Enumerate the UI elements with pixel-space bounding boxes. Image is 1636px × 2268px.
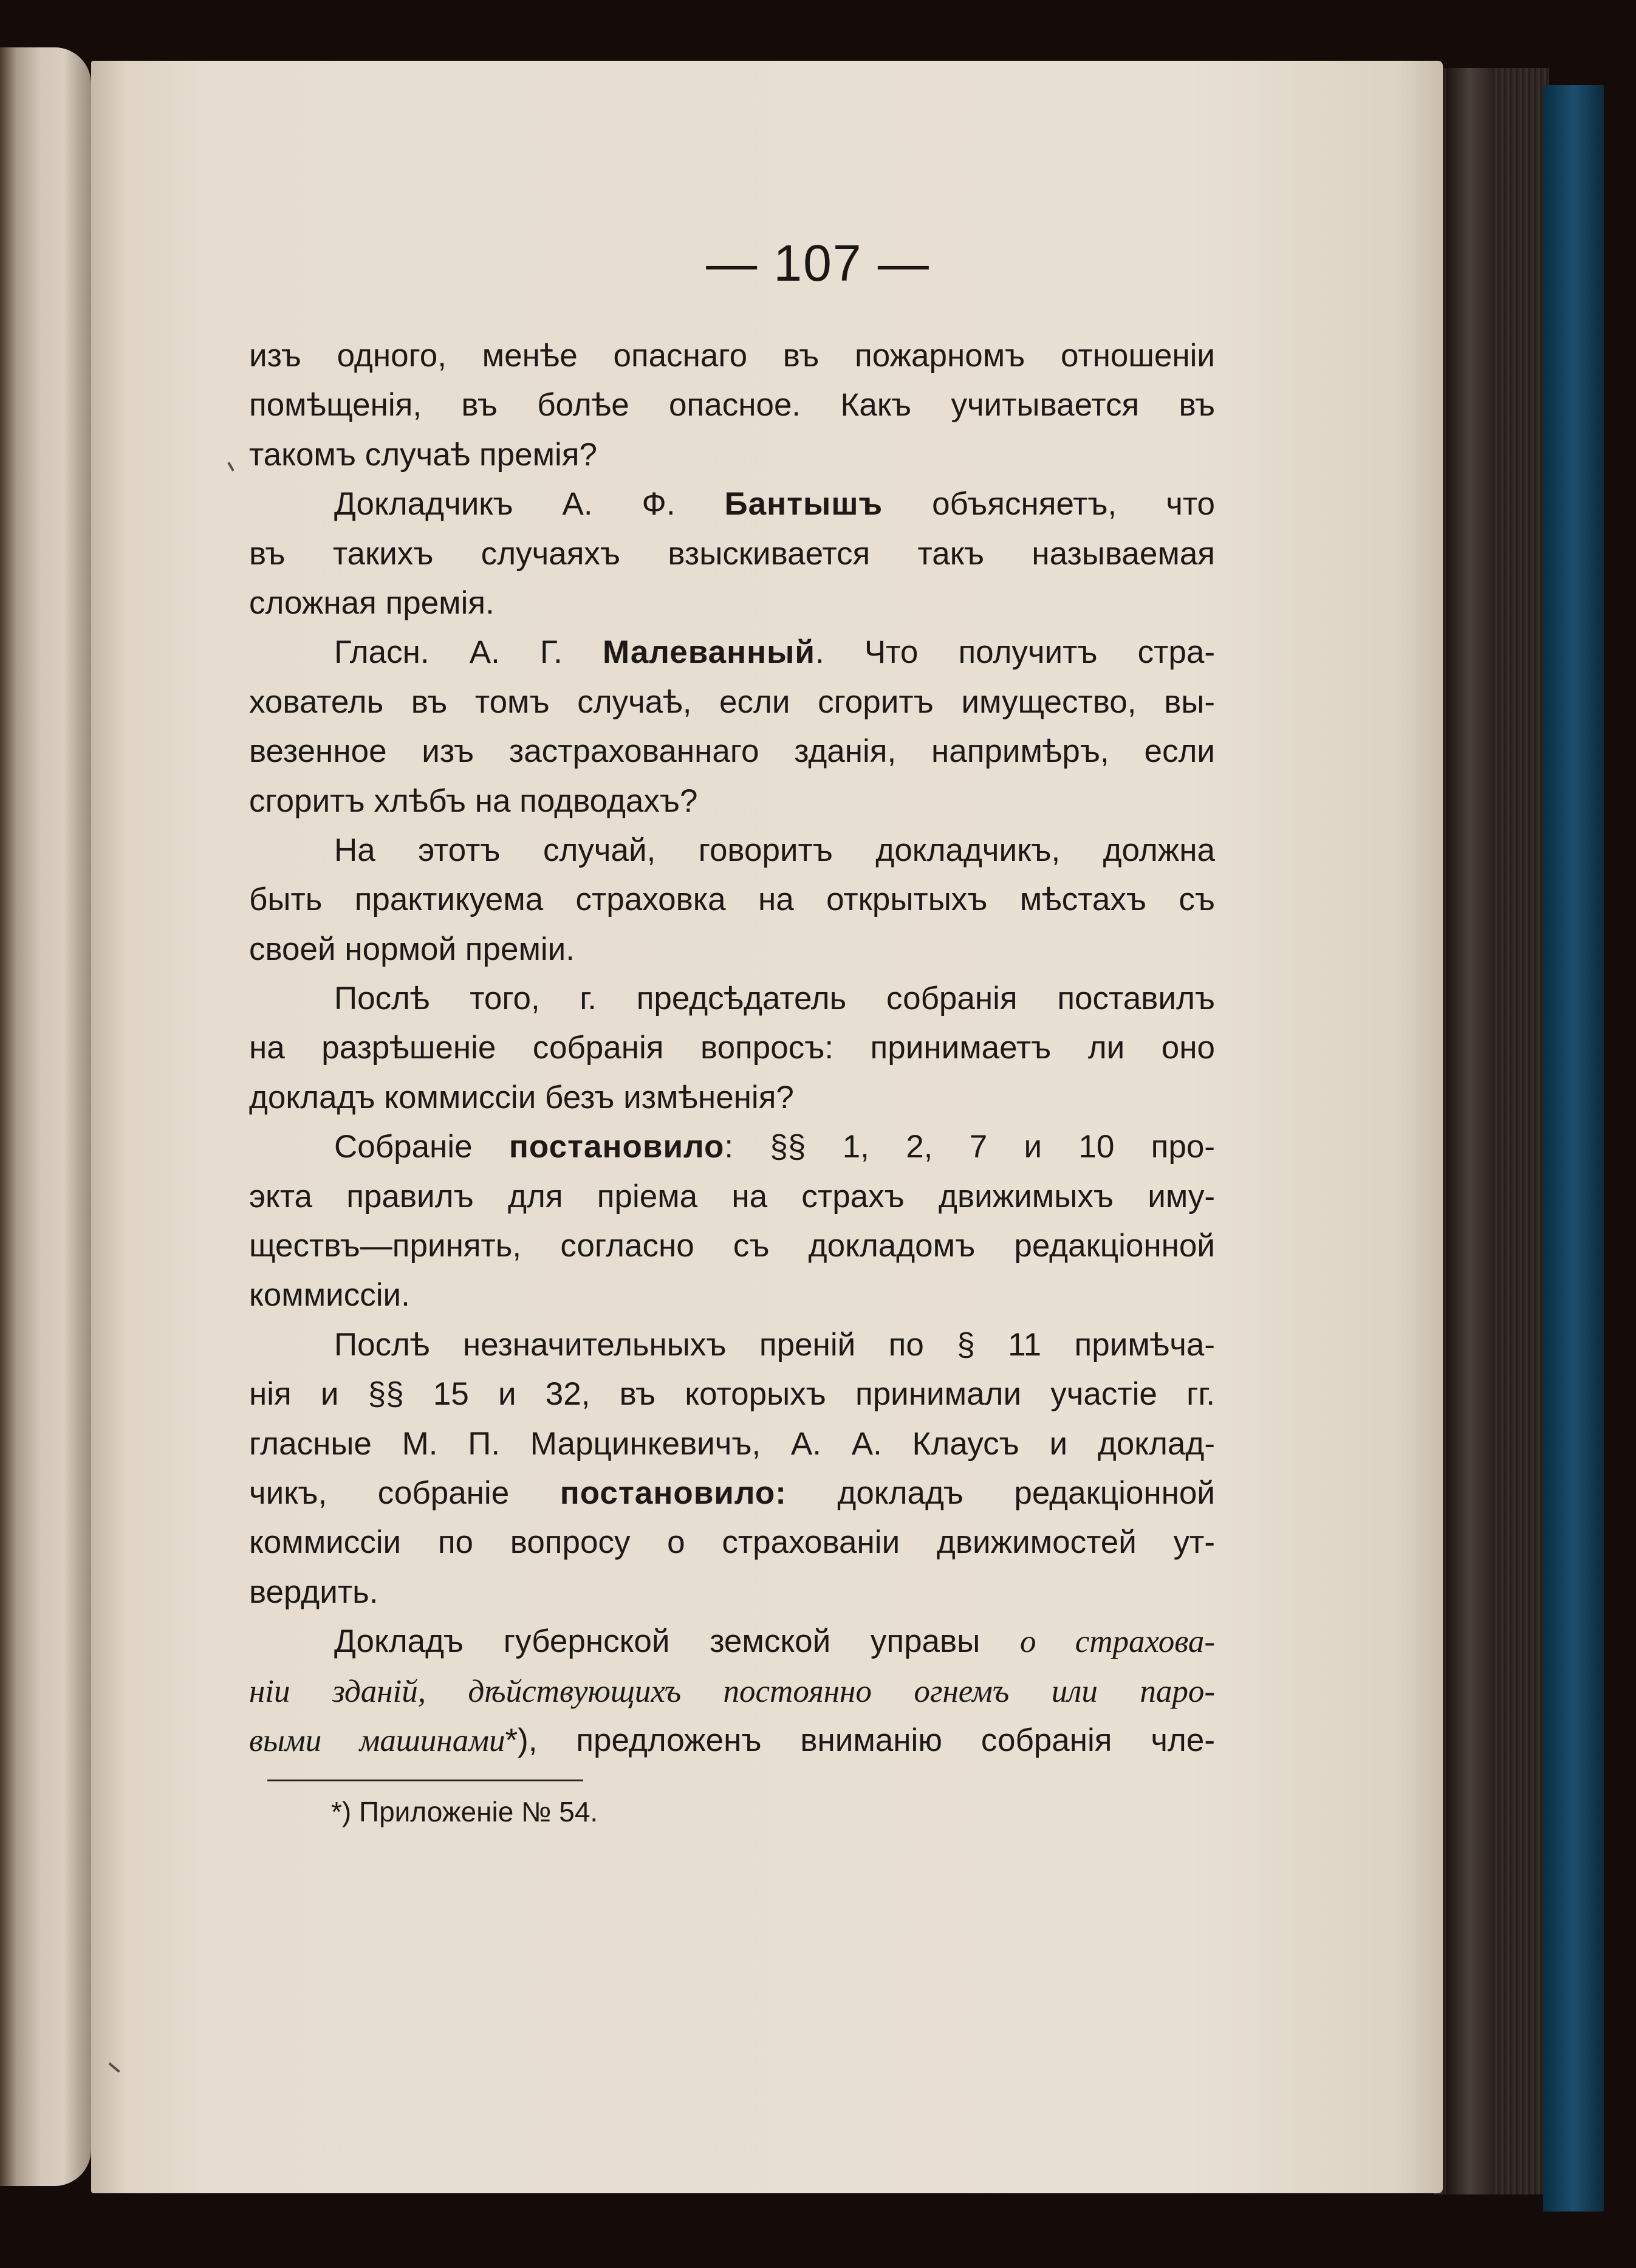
text-line: На этотъ случай, говоритъ докладчикъ, должна	[334, 832, 1215, 868]
text-line: докладъ коммиссіи безъ измѣненія?	[249, 1079, 794, 1115]
text-run: Собраніе	[334, 1129, 509, 1165]
text-line: везенное изъ застрахованнаго зданія, напримѣръ, если	[249, 733, 1215, 770]
paragraph	[249, 1617, 1215, 1765]
text-line: такомъ случаѣ премія?	[249, 436, 597, 473]
text-run: Гласн. А. Г.	[334, 634, 603, 671]
resolution-word: постановило	[508, 1129, 725, 1165]
text-line: въ такихъ случаяхъ взыскивается такъ называемая	[249, 535, 1215, 572]
text-line	[249, 628, 1215, 677]
report-title: выми машинами	[249, 1722, 505, 1758]
paragraph	[249, 826, 1215, 974]
paragraph	[249, 1320, 1215, 1617]
text-run: . Что получитъ стра-	[815, 634, 1215, 671]
text-run: *), предложенъ вниманію собранія чле-	[505, 1722, 1215, 1758]
text-line	[249, 1716, 1215, 1765]
text-run: чикъ, собраніе	[249, 1475, 560, 1511]
text-line: гласные М. П. Марцинкевичъ, А. А. Клаусъ и доклад-	[249, 1425, 1215, 1462]
text-line: коммиссіи.	[249, 1277, 410, 1314]
page-number: — 107 —	[706, 235, 930, 292]
paragraph	[249, 1122, 1215, 1320]
text-line	[249, 1122, 1215, 1171]
text-line	[249, 1468, 1215, 1518]
text-line: изъ одного, менѣе опаснаго въ пожарномъ отношеніи	[249, 338, 1215, 374]
book-cover	[1543, 85, 1604, 2211]
text-run: : §§ 1, 2, 7 и 10 про-	[724, 1129, 1215, 1165]
paragraph	[249, 628, 1215, 826]
resolution-word: постановило:	[560, 1475, 787, 1511]
report-title: ніи зданій, дѣйствующихъ постоянно огнемъ или паро-	[249, 1673, 1215, 1709]
text-line: коммиссіи по вопросу о страхованіи движимостей ут-	[249, 1524, 1215, 1561]
text-run: объясняетъ, что	[883, 486, 1215, 522]
text-line: сложная премія.	[249, 584, 495, 621]
paragraph	[249, 974, 1215, 1122]
report-title: о страхова-	[1019, 1624, 1216, 1660]
text-line: ществъ—принять, согласно съ докладомъ редакціонной	[249, 1228, 1215, 1264]
text-line	[249, 1667, 1215, 1716]
text-line: экта правилъ для пріема на страхъ движимыхъ иму-	[249, 1178, 1215, 1215]
paragraph	[249, 331, 1215, 479]
text-run: докладъ редакціонной	[786, 1475, 1215, 1511]
footnote: *) Приложеніе № 54.	[331, 1796, 598, 1828]
text-line: на разрѣшеніе собранія вопросъ: принимаетъ ли оно	[249, 1030, 1215, 1066]
text-line	[249, 1617, 1215, 1666]
left-page-edge	[0, 47, 91, 2186]
text-line	[249, 479, 1215, 529]
speaker-name: Малеванный	[603, 634, 815, 671]
paragraph	[249, 479, 1215, 628]
text-run: Докладъ губернской земской управы	[334, 1623, 1020, 1660]
text-line: помѣщенія, въ болѣе опасное. Какъ учитывается въ	[249, 387, 1215, 423]
text-line: быть практикуема страховка на открытыхъ мѣстахъ съ	[249, 882, 1215, 918]
text-line: сгоритъ хлѣбъ на подводахъ?	[249, 783, 698, 819]
text-line: хователь въ томъ случаѣ, если сгоритъ имущество, вы-	[249, 683, 1215, 720]
speaker-name: Бантышъ	[724, 486, 883, 522]
footnote-divider	[267, 1780, 583, 1781]
text-line: вердить.	[249, 1574, 378, 1610]
text-line: Послѣ того, г. предсѣдатель собранія поставилъ	[334, 981, 1215, 1017]
text-line: нія и §§ 15 и 32, въ которыхъ принимали участіе гг.	[249, 1376, 1215, 1413]
book-spine	[1446, 68, 1494, 2194]
text-run: Докладчикъ А. Ф.	[334, 486, 725, 522]
body-text	[249, 331, 1215, 1765]
text-line: своей нормой преміи.	[249, 931, 575, 967]
text-line: Послѣ незначительныхъ преній по § 11 примѣча-	[334, 1326, 1215, 1363]
